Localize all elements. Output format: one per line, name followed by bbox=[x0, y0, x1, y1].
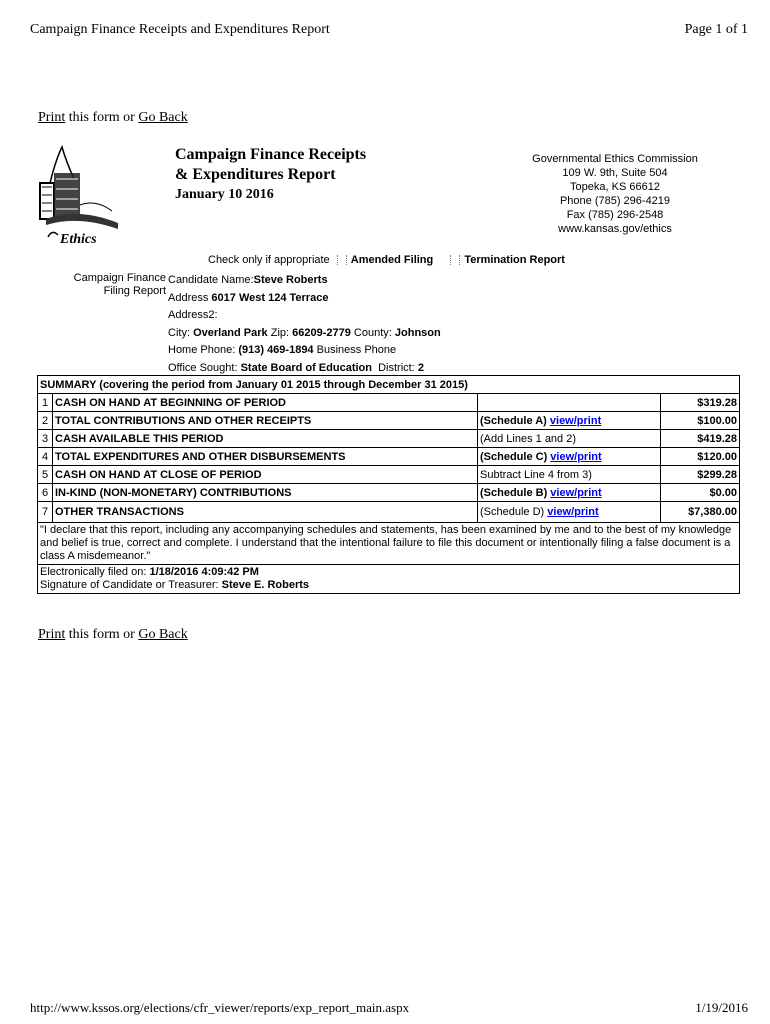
office-label: Office Sought: bbox=[168, 361, 238, 374]
table-row bbox=[38, 484, 740, 502]
print-link[interactable]: Print bbox=[38, 110, 66, 125]
candidate-info bbox=[168, 272, 441, 377]
footer-url: http://www.kssos.org/elections/cfr_viewer/reports/exp_report_main.aspx bbox=[30, 1000, 410, 1015]
commission-city: Topeka, KS 66612 bbox=[570, 181, 660, 193]
row-amount: $319.28 bbox=[661, 394, 740, 412]
candidate-office: State Board of Education bbox=[240, 361, 372, 374]
row-schedule: Subtract Line 4 from 3) bbox=[478, 466, 661, 484]
filing-label-line2: Filing Report bbox=[103, 285, 166, 297]
row-number: 6 bbox=[38, 484, 53, 502]
commission-info bbox=[520, 152, 710, 236]
termination-report-label: Termination Report bbox=[464, 254, 565, 266]
row-number: 7 bbox=[38, 502, 53, 523]
filed-on-date: 1/18/2016 4:09:42 PM bbox=[149, 566, 259, 578]
commission-phone: Phone (785) 296-4219 bbox=[559, 195, 671, 207]
schedule-label: (Schedule B) bbox=[480, 486, 548, 499]
filing-type-line bbox=[208, 254, 565, 266]
row-amount: $100.00 bbox=[661, 412, 740, 430]
row-label: IN-KIND (NON-MONETARY) CONTRIBUTIONS bbox=[53, 484, 478, 502]
row-number: 4 bbox=[38, 448, 53, 466]
nav-middle-text: this form or bbox=[68, 110, 135, 125]
table-row bbox=[38, 502, 740, 523]
row-schedule bbox=[478, 412, 661, 430]
form-title-line2: & Expenditures Report bbox=[175, 166, 336, 183]
go-back-link[interactable]: Go Back bbox=[138, 110, 188, 125]
row-number: 1 bbox=[38, 394, 53, 412]
ethics-commission-logo bbox=[38, 145, 120, 247]
county-label: County: bbox=[353, 326, 392, 339]
footer-date: 1/19/2016 bbox=[695, 1000, 748, 1015]
amended-filing-label: Amended Filing bbox=[350, 254, 434, 266]
candidate-name-label: Candidate Name: bbox=[168, 274, 254, 286]
filing-signature-cell bbox=[38, 565, 740, 594]
row-label: TOTAL CONTRIBUTIONS AND OTHER RECEIPTS bbox=[53, 412, 478, 430]
candidate-home-phone: (913) 469-1894 bbox=[238, 344, 314, 356]
termination-checkbox[interactable] bbox=[450, 255, 460, 265]
row-schedule bbox=[478, 394, 661, 412]
row-schedule bbox=[478, 484, 661, 502]
business-phone-label: Business Phone bbox=[316, 344, 397, 356]
table-row bbox=[38, 448, 740, 466]
row-number: 2 bbox=[38, 412, 53, 430]
schedule-a-view-print-link[interactable]: view/print bbox=[549, 414, 602, 427]
candidate-city-row bbox=[168, 325, 441, 343]
page-number: Page 1 of 1 bbox=[684, 22, 748, 37]
home-phone-label: Home Phone: bbox=[168, 344, 236, 356]
row-amount: $299.28 bbox=[661, 466, 740, 484]
row-number: 5 bbox=[38, 466, 53, 484]
row-label: OTHER TRANSACTIONS bbox=[53, 502, 478, 523]
row-label: CASH ON HAND AT BEGINNING OF PERIOD bbox=[53, 394, 478, 412]
form-title-block bbox=[175, 145, 366, 205]
print-link[interactable]: Print bbox=[38, 627, 66, 642]
row-number: 3 bbox=[38, 430, 53, 448]
schedule-label: (Schedule A) bbox=[480, 414, 547, 427]
row-amount: $7,380.00 bbox=[661, 502, 740, 523]
schedule-b-view-print-link[interactable]: view/print bbox=[550, 486, 602, 499]
schedule-c-view-print-link[interactable]: view/print bbox=[550, 450, 602, 463]
filing-report-label bbox=[66, 272, 166, 298]
page-header-title: Campaign Finance Receipts and Expenditures Report bbox=[30, 22, 330, 37]
row-label: CASH AVAILABLE THIS PERIOD bbox=[53, 430, 478, 448]
row-label: CASH ON HAND AT CLOSE OF PERIOD bbox=[53, 466, 478, 484]
row-schedule bbox=[478, 448, 661, 466]
commission-fax: Fax (785) 296-2548 bbox=[566, 209, 664, 221]
schedule-d-view-print-link[interactable]: view/print bbox=[547, 506, 599, 518]
row-label: TOTAL EXPENDITURES AND OTHER DISBURSEMENTS bbox=[53, 448, 478, 466]
nav-middle-text: this form or bbox=[68, 627, 135, 642]
form-title-line1: Campaign Finance Receipts bbox=[175, 146, 367, 163]
svg-text:Ethics: Ethics bbox=[60, 232, 97, 247]
table-row bbox=[38, 412, 740, 430]
commission-address: 109 W. 9th, Suite 504 bbox=[562, 167, 668, 179]
row-amount: $120.00 bbox=[661, 448, 740, 466]
candidate-address: 6017 West 124 Terrace bbox=[211, 291, 329, 304]
signature-row bbox=[40, 579, 737, 592]
candidate-name: Steve Roberts bbox=[253, 274, 328, 286]
candidate-county: Johnson bbox=[394, 326, 441, 339]
candidate-address-row bbox=[168, 290, 441, 308]
row-schedule bbox=[478, 502, 661, 523]
city-label: City: bbox=[168, 326, 190, 339]
row-amount: $0.00 bbox=[661, 484, 740, 502]
zip-label: Zip: bbox=[270, 326, 290, 339]
declaration-text: "I declare that this report, including any accompanying schedules and statements, has been examined by me and to the best of my knowledge and belief is true, correct and complete. I understand that the intentional failure to file this document or intentionally filing a false document is a class A misdemeanor." bbox=[38, 523, 740, 565]
filed-on-row bbox=[40, 566, 737, 579]
address2-label: Address2: bbox=[168, 309, 218, 321]
row-schedule: (Add Lines 1 and 2) bbox=[478, 430, 661, 448]
table-row bbox=[38, 466, 740, 484]
filing-label-line1: Campaign Finance bbox=[73, 272, 166, 284]
report-date: January 10 2016 bbox=[175, 187, 274, 202]
schedule-label: (Schedule D) bbox=[480, 506, 545, 518]
signature-name: Steve E. Roberts bbox=[221, 579, 310, 591]
summary-header: SUMMARY (covering the period from January 01 2015 through December 31 2015) bbox=[38, 376, 740, 394]
table-row bbox=[38, 430, 740, 448]
nav-links-bottom bbox=[38, 627, 188, 643]
schedule-label: (Schedule C) bbox=[480, 450, 548, 463]
address-label: Address bbox=[168, 291, 209, 304]
signature-label: Signature of Candidate or Treasurer: bbox=[40, 579, 219, 591]
go-back-link[interactable]: Go Back bbox=[138, 627, 188, 642]
commission-name: Governmental Ethics Commission bbox=[532, 153, 698, 165]
summary-table bbox=[37, 375, 740, 594]
amended-checkbox[interactable] bbox=[337, 255, 347, 265]
candidate-address2-row bbox=[168, 307, 441, 325]
candidate-zip: 66209-2779 bbox=[292, 326, 351, 339]
commission-website: www.kansas.gov/ethics bbox=[558, 223, 672, 235]
candidate-phone-row bbox=[168, 342, 441, 360]
district-label: District: bbox=[378, 361, 415, 374]
row-amount: $419.28 bbox=[661, 430, 740, 448]
check-label: Check only if appropriate bbox=[208, 254, 330, 266]
candidate-name-row bbox=[168, 272, 441, 290]
candidate-district: 2 bbox=[417, 361, 424, 374]
filed-on-label: Electronically filed on: bbox=[40, 566, 147, 578]
nav-links-top bbox=[38, 110, 188, 126]
table-row bbox=[38, 394, 740, 412]
candidate-city: Overland Park bbox=[193, 326, 268, 339]
